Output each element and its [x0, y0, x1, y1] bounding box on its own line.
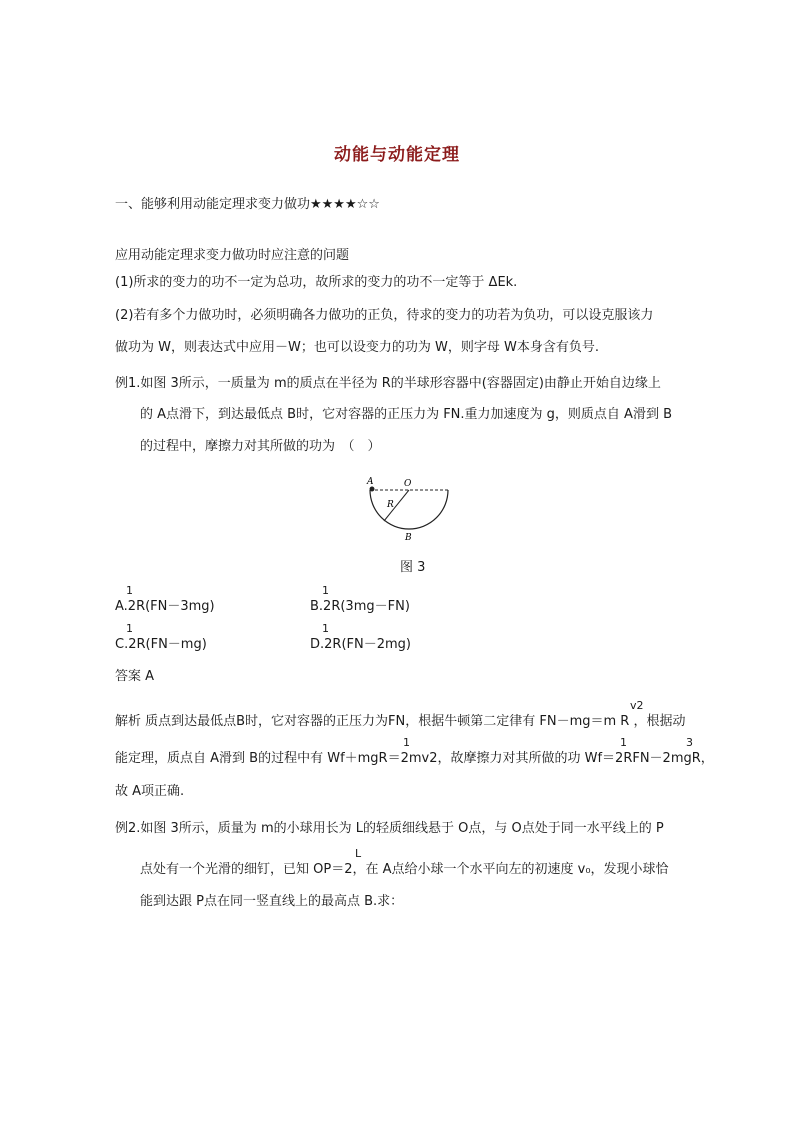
example2-line-2-sup: L: [355, 847, 362, 860]
label-a: A: [367, 477, 374, 487]
option-a-numerator: 1: [126, 584, 133, 597]
label-o: O: [404, 479, 412, 489]
intro-point-2-line-2: 做功为 W，则表达式中应用－W；也可以设变力的功为 W，则字母 W本身含有负号.: [115, 340, 599, 355]
option-c: C.2R(FN－mg): [115, 637, 207, 652]
analysis-line-1-sup: v2: [630, 699, 644, 712]
example2-line-3: 能到达跟 P点在同一竖直线上的最高点 B.求：: [140, 894, 404, 909]
example1-line-1: 例1.如图 3所示，一质量为 m的质点在半径为 R的半球形容器中(容器固定)由静止开始自边缘上: [115, 376, 661, 391]
option-b-numerator: 1: [322, 584, 329, 597]
option-d: D.2R(FN－2mg): [310, 637, 411, 652]
option-b: B.2R(3mg－FN): [310, 599, 410, 614]
option-c-numerator: 1: [126, 622, 133, 635]
answer: 答案 A: [115, 669, 155, 684]
analysis-line-2-sup-1: 1: [403, 736, 410, 749]
page-title: 动能与动能定理: [334, 145, 460, 165]
particle: [370, 487, 375, 492]
example2-line-1: 例2.如图 3所示，质量为 m的小球用长为 L的轻质细线悬于 O点，与 O点处于同一水平线上的 P: [115, 821, 664, 836]
analysis-line-3: 故 A项正确.: [115, 784, 185, 799]
example1-line-3: 的过程中，摩擦力对其所做的功为 （ ）: [140, 439, 381, 454]
option-d-numerator: 1: [322, 622, 329, 635]
hemisphere-arc: [370, 490, 448, 529]
analysis-line-2: 能定理，质点自 A滑到 B的过程中有 Wf＋mgR＝2mv2，故摩擦力对其所做的功 Wf＝2RFN－2mgR，: [115, 751, 714, 766]
label-r: R: [387, 500, 394, 510]
hemisphere-figure: [360, 472, 455, 547]
label-b: B: [405, 533, 412, 543]
analysis-line-1: 解析 质点到达最低点B时，它对容器的正压力为FN，根据牛顿第二定律有 FN－mg＝m R ，根据动: [115, 714, 686, 729]
analysis-line-2-sup-3: 3: [686, 736, 693, 749]
intro-point-1: (1)所求的变力的功不一定为总功，故所求的变力的功不一定等于 ΔEk.: [115, 275, 518, 290]
intro-heading: 应用动能定理求变力做功时应注意的问题: [115, 248, 350, 263]
section-heading: 一、能够利用动能定理求变力做功★★★★☆☆: [115, 197, 380, 212]
example1-line-2: 的 A点滑下，到达最低点 B时，它对容器的正压力为 FN.重力加速度为 g，则质点自 A滑到 B: [140, 407, 673, 422]
figure-caption: 图 3: [400, 560, 426, 575]
analysis-line-2-sup-2: 1: [620, 736, 627, 749]
example2-line-2: 点处有一个光滑的细钉，已知 OP＝2，在 A点给小球一个水平向左的初速度 v₀，发现小球恰: [140, 862, 669, 877]
option-a: A.2R(FN－3mg): [115, 599, 215, 614]
intro-point-2-line-1: (2)若有多个力做功时，必须明确各力做功的正负，待求的变力的功若为负功，可以设克服该力: [115, 308, 654, 323]
